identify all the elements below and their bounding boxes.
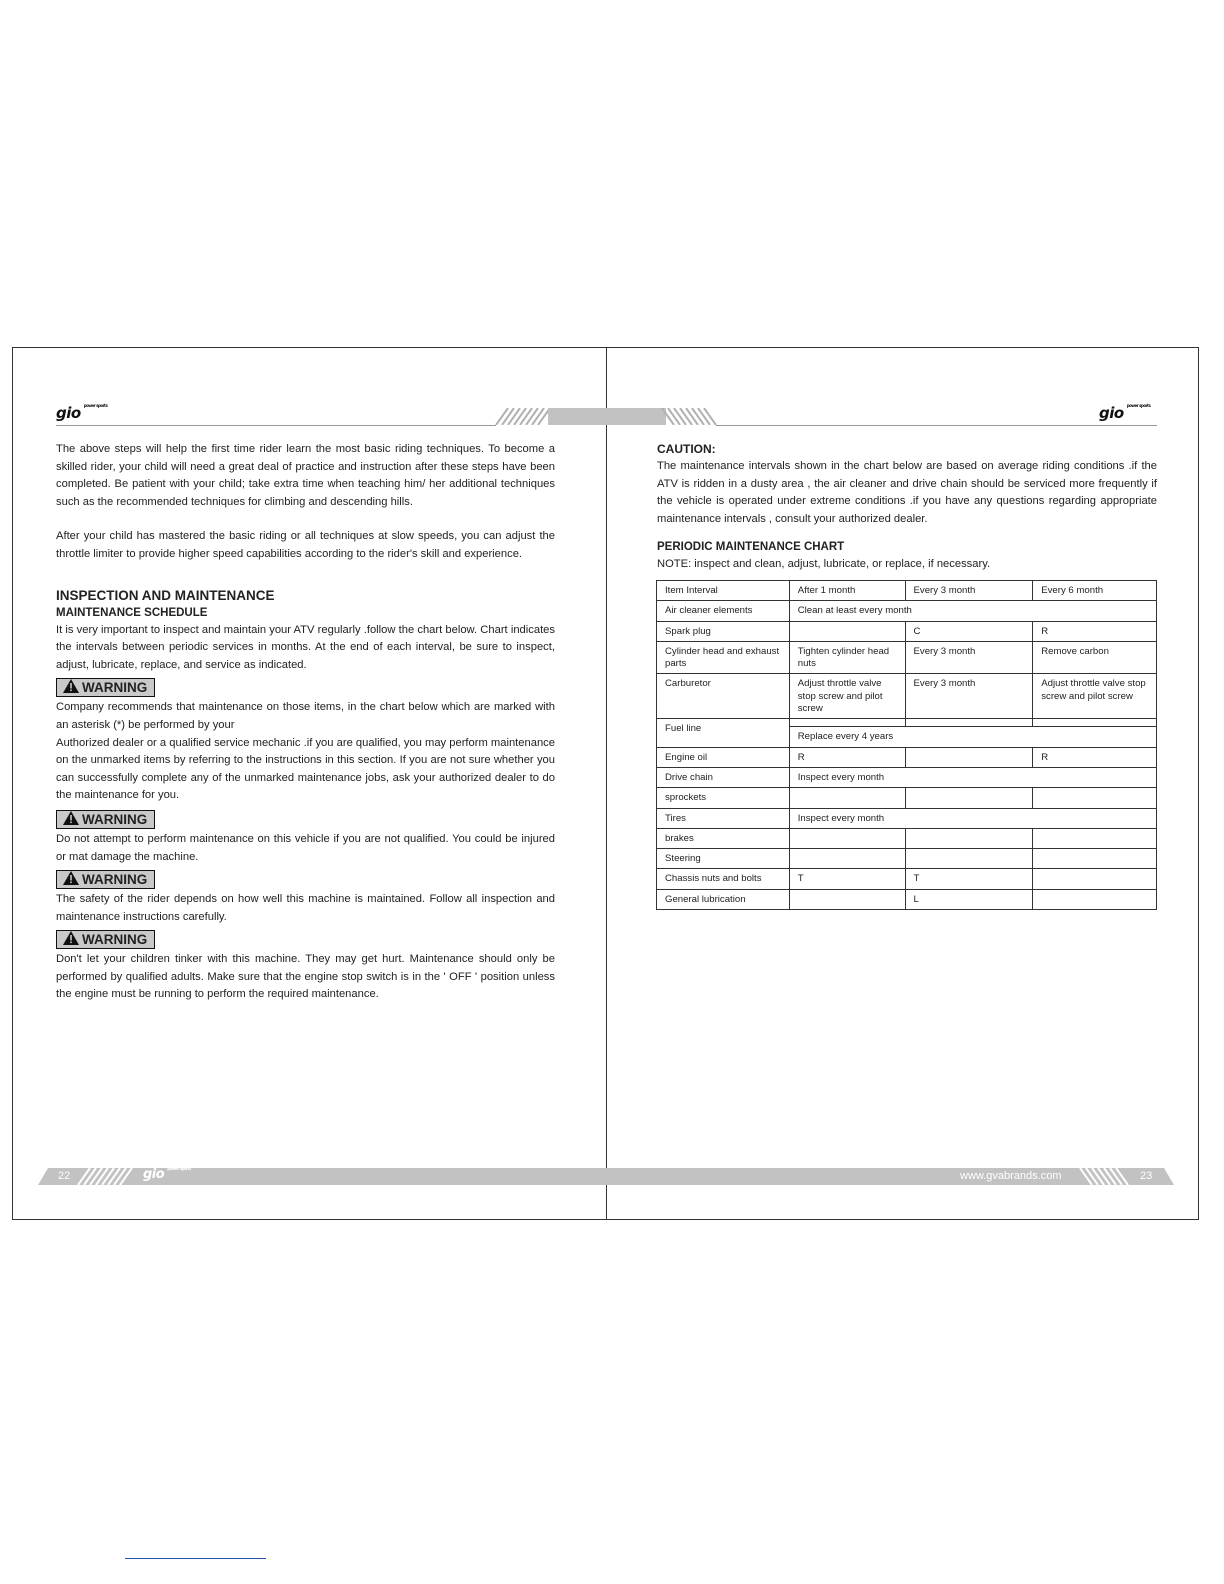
table-header-cell: Item Interval — [657, 581, 790, 601]
schedule-paragraph: It is very important to inspect and maintain your ATV regularly .follow the chart below. Chart indicates the intervals between periodic services in months. At the end of each interval, be sure to inspect, adjust, lubricate, replace, and service as indicated. — [56, 623, 555, 671]
table-row — [657, 719, 1157, 727]
table-cell: Fuel line — [657, 719, 790, 747]
header-tab — [548, 408, 666, 425]
header-rule-left — [56, 425, 496, 426]
table-cell — [905, 719, 1033, 727]
table-row — [657, 828, 1157, 848]
intro-paragraph-2: After your child has mastered the basic riding or all techniques at slow speeds, you can adjust the throttle limiter to provide higher speed capabilities according to the rider's skill and experience. — [56, 530, 555, 560]
warning-triangle-icon — [63, 931, 79, 945]
page-number-left: 22 — [58, 1170, 71, 1182]
right-page-content — [657, 441, 1157, 574]
caution-text: The maintenance intervals shown in the chart below are based on average riding conditions .if the ATV is ridden in a dusty area , the air cleaner and drive chain should be serviced more frequently if the vehicle is operated under extreme conditions .if you have any questions regarding appropriate maintenance intervals , consult your authorized dealer. — [657, 460, 1157, 525]
brand-logo-footer: gio power sports — [143, 1166, 191, 1182]
table-row — [657, 767, 1157, 787]
warning-text-1b: Authorized dealer or a qualified service mechanic .if you are qualified, you may perform maintenance on the unmarked items by referring to the instructions in this section. If you are not sure whether you can successfully complete any of the unmarked maintenance jobs, ask your authorized dealer to do the maintenance for you. — [56, 736, 555, 802]
table-cell: Clean at least every month — [789, 601, 1156, 621]
table-row — [657, 641, 1157, 674]
table-cell: Steering — [657, 849, 790, 869]
table-cell: T — [905, 869, 1033, 889]
table-cell — [1033, 788, 1157, 808]
table-cell: Inspect every month — [789, 808, 1156, 828]
table-row — [657, 808, 1157, 828]
table-cell — [1033, 889, 1157, 909]
warning-badge: WARNING — [56, 678, 155, 697]
caution-title: CAUTION: — [657, 442, 716, 456]
table-cell: C — [905, 621, 1033, 641]
warning-badge: WARNING — [56, 810, 155, 829]
brand-logo-right: gio power sports — [1099, 403, 1151, 422]
decorative-underline — [125, 1558, 266, 1559]
warning-text-4: Don't let your children tinker with this machine. They may get hurt. Maintenance should only be performed by qualified adults. Make sure that the engine stop switch is in the ' OFF ' position unless the engine must be running to perform the required maintenance. — [56, 953, 555, 1001]
table-cell: Adjust throttle valve stop screw and pilot screw — [1033, 674, 1157, 719]
table-header-row — [657, 581, 1157, 601]
warning-triangle-icon — [63, 679, 79, 693]
table-header-cell: After 1 month — [789, 581, 905, 601]
table-cell: R — [1033, 747, 1157, 767]
section-title: INSPECTION AND MAINTENANCE — [56, 587, 275, 603]
table-cell: Drive chain — [657, 767, 790, 787]
chart-note: NOTE: inspect and clean, adjust, lubricate, or replace, if necessary. — [657, 558, 991, 571]
table-cell: Carburetor — [657, 674, 790, 719]
table-cell — [905, 849, 1033, 869]
table-cell — [789, 849, 905, 869]
subsection-title: MAINTENANCE SCHEDULE — [56, 606, 208, 619]
chart-title: PERIODIC MAINTENANCE CHART — [657, 541, 845, 554]
table-cell: Engine oil — [657, 747, 790, 767]
warning-text-1a: Company recommends that maintenance on those items, in the chart below which are marked with an asterisk (*) be performed by your — [56, 701, 555, 731]
table-header-cell: Every 6 month — [1033, 581, 1157, 601]
table-cell — [905, 747, 1033, 767]
table-header-cell: Every 3 month — [905, 581, 1033, 601]
maintenance-table — [656, 580, 1157, 910]
table-row — [657, 849, 1157, 869]
intro-paragraph-1: The above steps will help the first time rider learn the most basic riding techniques. To become a skilled rider, your child will need a great deal of practice and instruction after these steps have been completed. Be patient with your child; take extra time when teaching him/ her additional techniques such as the recommended techniques for climbing and descending hills. — [56, 443, 555, 508]
table-cell: sprockets — [657, 788, 790, 808]
table-cell — [1033, 869, 1157, 889]
table-cell — [789, 621, 905, 641]
table-cell: Inspect every month — [789, 767, 1156, 787]
warning-triangle-icon — [63, 811, 79, 825]
warning-badge: WARNING — [56, 930, 155, 949]
brand-logo-left: gio power sports — [56, 403, 108, 422]
table-row — [657, 747, 1157, 767]
table-cell: Remove carbon — [1033, 641, 1157, 674]
table-cell: R — [1033, 621, 1157, 641]
left-page-content — [56, 441, 555, 1004]
table-cell — [789, 719, 905, 727]
table-cell: Tighten cylinder head nuts — [789, 641, 905, 674]
table-cell: brakes — [657, 828, 790, 848]
table-cell: Every 3 month — [905, 674, 1033, 719]
table-cell: General lubrication — [657, 889, 790, 909]
table-cell: Spark plug — [657, 621, 790, 641]
header-rule-right — [716, 425, 1157, 426]
table-cell — [905, 828, 1033, 848]
table-cell — [905, 788, 1033, 808]
page-number-right: 23 — [1140, 1170, 1153, 1182]
table-cell: Chassis nuts and bolts — [657, 869, 790, 889]
table-row — [657, 601, 1157, 621]
table-cell: Air cleaner elements — [657, 601, 790, 621]
table-row — [657, 621, 1157, 641]
website-link[interactable]: www.gvabrands.com — [960, 1170, 1062, 1182]
warning-text-2: Do not attempt to perform maintenance on this vehicle if you are not qualified. You could be injured or mat damage the machine. — [56, 832, 555, 863]
table-cell: L — [905, 889, 1033, 909]
header-stripes-left — [494, 408, 554, 425]
table-cell — [789, 889, 905, 909]
table-cell: T — [789, 869, 905, 889]
warning-badge: WARNING — [56, 870, 155, 889]
table-cell: Cylinder head and exhaust parts — [657, 641, 790, 674]
header-stripes-right — [658, 408, 718, 425]
page-divider — [606, 347, 607, 1220]
table-cell: R — [789, 747, 905, 767]
table-row — [657, 869, 1157, 889]
table-cell — [1033, 828, 1157, 848]
table-cell — [1033, 849, 1157, 869]
warning-triangle-icon — [63, 871, 79, 885]
table-row — [657, 889, 1157, 909]
table-row — [657, 674, 1157, 719]
warning-text-3: The safety of the rider depends on how well this machine is maintained. Follow all inspection and maintenance instructions carefully. — [56, 893, 555, 923]
table-cell: Replace every 4 years — [789, 727, 1156, 747]
table-cell: Every 3 month — [905, 641, 1033, 674]
table-cell: Tires — [657, 808, 790, 828]
table-cell — [1033, 719, 1157, 727]
table-cell — [789, 828, 905, 848]
table-row — [657, 788, 1157, 808]
table-cell: Adjust throttle valve stop screw and pilot screw — [789, 674, 905, 719]
table-cell — [789, 788, 905, 808]
